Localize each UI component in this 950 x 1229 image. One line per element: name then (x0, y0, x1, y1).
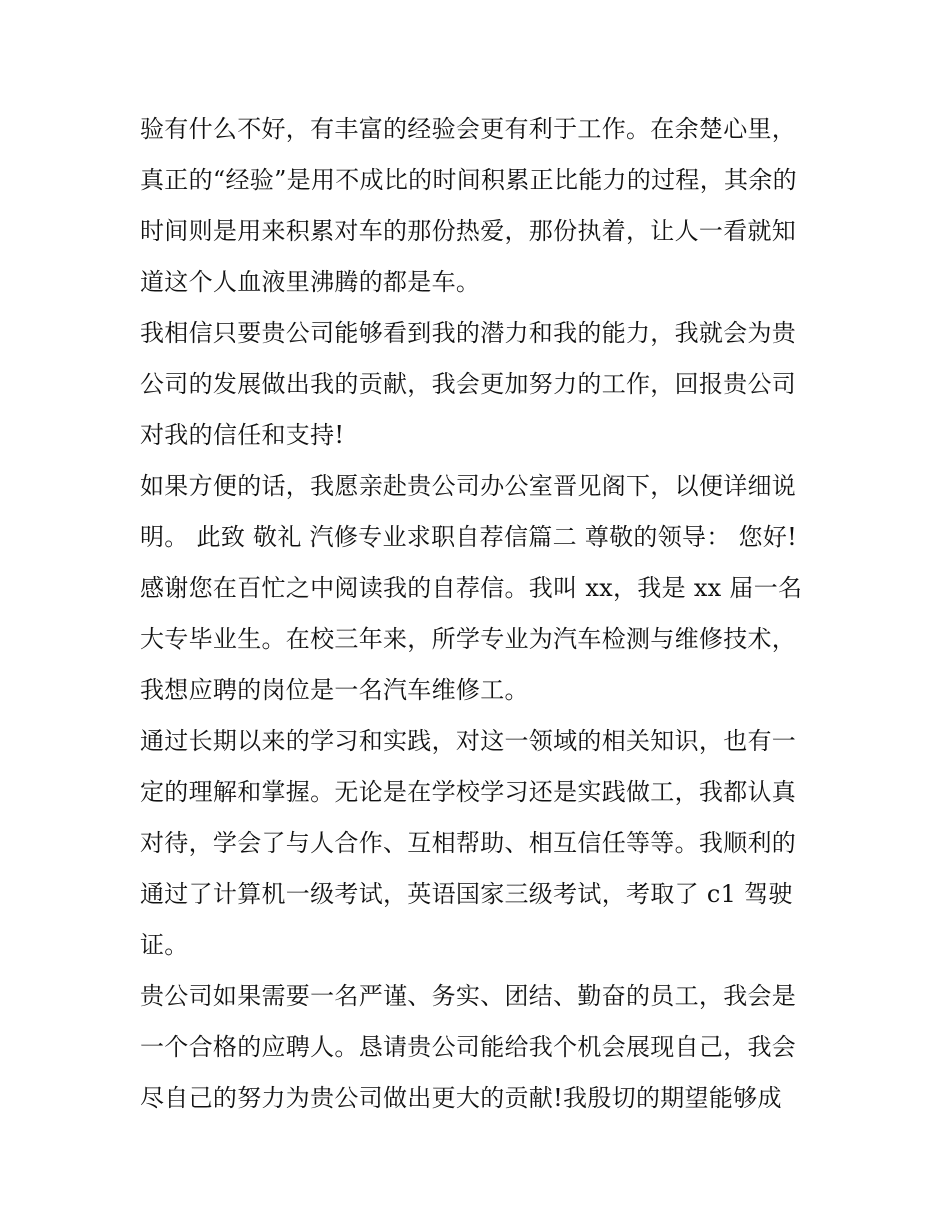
text-line: 定的理解和掌握。无论是在学校学习还是实践做工，我都认真 (140, 778, 797, 806)
text-line: 贵公司如果需要一名严谨、务实、团结、勤奋的员工，我会是 (140, 982, 797, 1010)
text-line: 对待，学会了与人合作、互相帮助、相互信任等等。我顺利的 (140, 829, 797, 857)
text-line: 道这个人血液里沸腾的都是车。 (140, 268, 481, 296)
text-line: 明。 此致 敬礼 汽修专业求职自荐信篇二 尊敬的领导： 您好! (140, 523, 798, 551)
text-line: 时间则是用来积累对车的那份热爱，那份执着，让人一看就知 (140, 217, 797, 245)
text-line: 对我的信任和支持! (140, 421, 345, 449)
text-line: 通过长期以来的学习和实践，对这一领域的相关知识，也有一 (140, 727, 797, 755)
text-line: 通过了计算机一级考试，英语国家三级考试，考取了 c1 驾驶 (140, 880, 793, 908)
text-line: 验有什么不好，有丰富的经验会更有利于工作。在余楚心里， (140, 115, 797, 143)
text-line: 我相信只要贵公司能够看到我的潜力和我的能力，我就会为贵 (140, 319, 797, 347)
text-line: 一个合格的应聘人。恳请贵公司能给我个机会展现自己，我会 (140, 1033, 797, 1061)
text-line: 尽自己的努力为贵公司做出更大的贡献!我殷切的期望能够成 (140, 1084, 782, 1112)
text-line: 如果方便的话，我愿亲赴贵公司办公室晋见阁下，以便详细说 (140, 472, 797, 500)
text-line: 大专毕业生。在校三年来，所学专业为汽车检测与维修技术， (140, 625, 797, 653)
text-line: 真正的“经验”是用不成比的时间积累正比能力的过程，其余的 (140, 166, 797, 194)
letter-body (140, 104, 820, 1124)
text-line: 公司的发展做出我的贡献，我会更加努力的工作，回报贵公司 (140, 370, 797, 398)
text-line: 感谢您在百忙之中阅读我的自荐信。我叫 xx，我是 xx 届一名 (140, 574, 803, 602)
text-line: 我想应聘的岗位是一名汽车维修工。 (140, 676, 529, 704)
text-line: 证。 (140, 931, 189, 959)
